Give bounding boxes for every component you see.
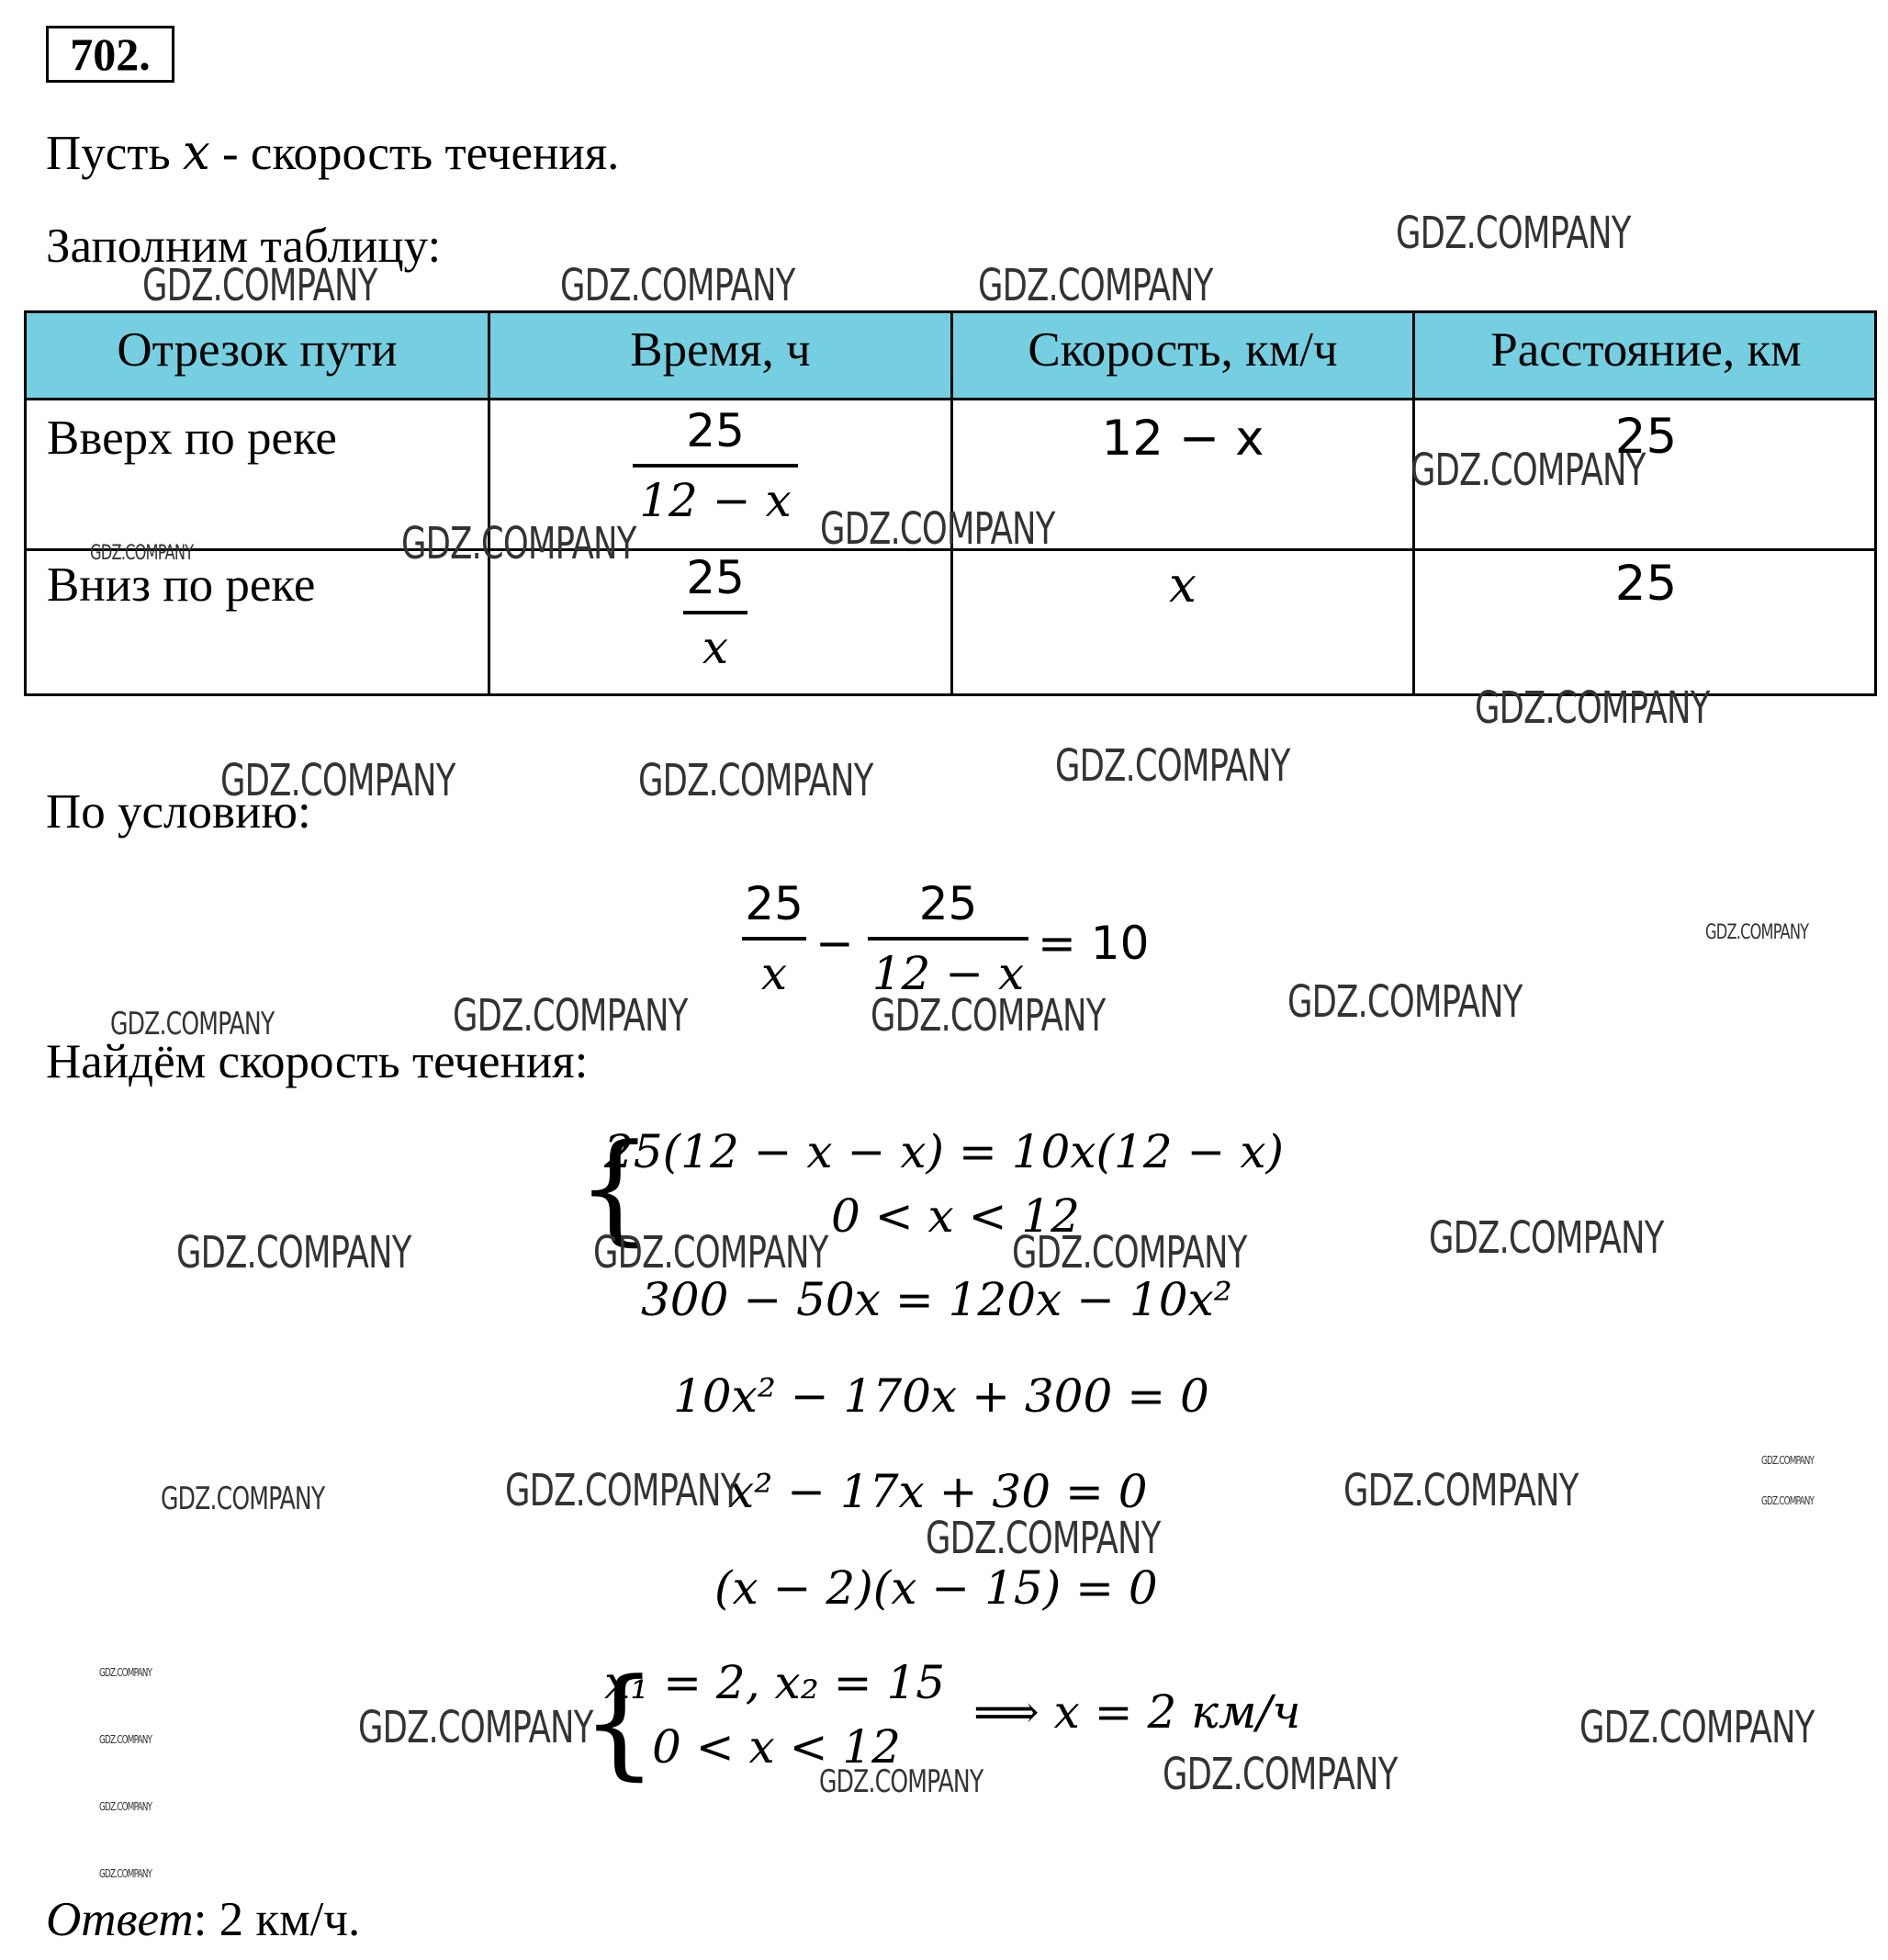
eq-rhs: = 10 (1038, 917, 1150, 970)
watermark: GDZ.COMPANY (1475, 682, 1710, 734)
watermark: GDZ.COMPANY (1429, 1212, 1664, 1264)
system2-result: ⟹ x = 2 км/ч (973, 1685, 1301, 1739)
watermark: GDZ.COMPANY (871, 990, 1106, 1042)
watermark: GDZ.COMPANY (978, 260, 1213, 311)
fraction-bar (633, 464, 798, 467)
watermark: GDZ.COMPANY (1163, 1749, 1398, 1800)
header-speed: Скорость, км/ч (1028, 323, 1338, 377)
watermark: GDZ.COMPANY (90, 542, 194, 565)
intro-prefix: Пусть (46, 127, 183, 180)
answer-line (46, 1892, 360, 1947)
watermark: GDZ.COMPANY (1761, 1494, 1815, 1507)
equation-fraction-1 (742, 876, 806, 1001)
watermark: GDZ.COMPANY (142, 260, 377, 311)
fraction-bar (868, 937, 1028, 941)
watermark: GDZ.COMPANY (1579, 1702, 1815, 1753)
equation-fraction-2 (868, 876, 1028, 1001)
row2-speed: x (1169, 558, 1197, 614)
watermark: GDZ.COMPANY (110, 1006, 275, 1042)
system2-line1: x₁ = 2, x₂ = 15 (604, 1656, 946, 1709)
header-time: Время, ч (630, 323, 811, 377)
watermark: GDZ.COMPANY (560, 260, 795, 311)
answer-label: Ответ (46, 1893, 194, 1946)
watermark: GDZ.COMPANY (820, 503, 1055, 555)
system2-line2: 0 < x < 12 (652, 1720, 901, 1774)
watermark: GDZ.COMPANY (1287, 976, 1523, 1028)
header-distance: Расстояние, км (1490, 323, 1802, 377)
step-4: (x − 2)(x − 15) = 0 (714, 1561, 1158, 1615)
watermark: GDZ.COMPANY (638, 755, 873, 806)
row2-time-den: x (702, 621, 729, 674)
row1-time-num: 25 (686, 404, 745, 457)
watermark: GDZ.COMPANY (453, 990, 688, 1042)
problem-number: 702. (46, 26, 174, 83)
watermark: GDZ.COMPANY (401, 518, 636, 569)
system-brace: { (577, 1118, 653, 1257)
intro-var: x (182, 125, 210, 181)
watermark: GDZ.COMPANY (1055, 740, 1290, 792)
system-brace: { (581, 1652, 657, 1792)
header-segment: Отрезок пути (117, 323, 398, 377)
eq-f1-num: 25 (745, 877, 804, 930)
watermark: GDZ.COMPANY (358, 1702, 593, 1753)
row2-distance: 25 (1614, 556, 1678, 612)
watermark: GDZ.COMPANY (819, 1763, 983, 1800)
watermark: GDZ.COMPANY (99, 1867, 152, 1880)
watermark: GDZ.COMPANY (1396, 208, 1631, 259)
watermark: GDZ.COMPANY (220, 755, 455, 806)
row2-segment: Вниз по реке (47, 558, 316, 612)
watermark: GDZ.COMPANY (1343, 1465, 1579, 1516)
step-3: x² − 17x + 30 = 0 (728, 1465, 1148, 1518)
row2-time-num: 25 (686, 551, 745, 604)
row1-speed: 12 − x (1101, 411, 1264, 467)
system1-line2: 0 < x < 12 (831, 1189, 1080, 1243)
eq-f1-den: x (760, 947, 788, 1000)
fill-table-heading: Заполним таблицу: (46, 220, 442, 273)
eq-minus: − (815, 917, 854, 970)
fraction-bar (683, 611, 747, 614)
eq-f2-num: 25 (918, 877, 978, 930)
condition-heading: По условию: (46, 785, 311, 839)
watermark: GDZ.COMPANY (593, 1227, 828, 1279)
watermark: GDZ.COMPANY (1761, 1454, 1815, 1467)
step-2: 10x² − 170x + 300 = 0 (673, 1369, 1209, 1423)
row1-time (633, 403, 798, 528)
watermark: GDZ.COMPANY (176, 1227, 411, 1279)
system1-line1: 25(12 − x − x) = 10x(12 − x) (604, 1125, 1285, 1178)
watermark: GDZ.COMPANY (99, 1733, 152, 1746)
watermark: GDZ.COMPANY (1012, 1227, 1247, 1279)
answer-value: : 2 км/ч. (193, 1893, 361, 1946)
watermark: GDZ.COMPANY (99, 1666, 152, 1679)
watermark: GDZ.COMPANY (1705, 921, 1809, 944)
eq-f2-den: 12 − x (871, 947, 1025, 1000)
watermark: GDZ.COMPANY (99, 1800, 152, 1813)
find-speed-heading: Найдём скорость течения: (46, 1035, 589, 1088)
step-1: 300 − 50x = 120x − 10x² (641, 1273, 1232, 1326)
intro-suffix: - скорость течения. (209, 127, 620, 180)
watermark: GDZ.COMPANY (505, 1465, 740, 1516)
watermark: GDZ.COMPANY (161, 1481, 325, 1517)
intro-line (46, 125, 619, 181)
fraction-bar (742, 937, 806, 941)
watermark: GDZ.COMPANY (1410, 445, 1646, 496)
row1-time-den: 12 − x (639, 474, 792, 527)
row1-distance: 25 (1614, 409, 1678, 465)
watermark: GDZ.COMPANY (926, 1513, 1161, 1564)
row2-time (683, 550, 747, 675)
row1-segment: Вверх по реке (47, 411, 337, 465)
